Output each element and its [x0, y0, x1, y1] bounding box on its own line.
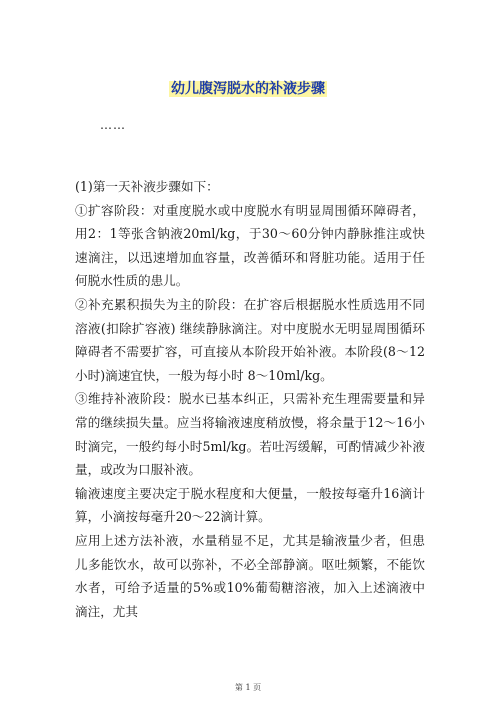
document-title [0, 78, 496, 98]
ellipsis-text: …… [100, 118, 126, 132]
document-title-text: 幼儿腹泻脱水的补液步骤 [171, 81, 325, 97]
paragraph-application-notes: 应用上述方法补液，水量稍显不足，尤其是输液量少者，但患儿多能饮水，故可以弥补，不必全部静滴。呕吐频繁，不能饮水者，可给予适量的5%或10%葡萄糖溶液，加入上述滴液中滴注，尤其 [75, 532, 425, 619]
document-body [75, 175, 425, 623]
paragraph-expansion-stage: ①扩容阶段：对重度脱水或中度脱水有明显周围循环障碍者，用2：1等张含钠液20ml/kg，于30～60分钟内静脉推注或快速滴注，以迅速增加血容量，改善循环和肾脏功能。适用于任何脱水性质的患儿。 [75, 202, 425, 289]
page-number-footer: 第 1 页 [234, 683, 262, 692]
paragraph-intro: (1)第一天补液步骤如下： [75, 179, 219, 194]
paragraph-cumulative-loss-stage: ②补充累积损失为主的阶段：在扩容后根据脱水性质选用不同溶液(扣除扩容液) 继续静脉滴注。对中度脱水无明显周围循环障碍者不需要扩容，可直接从本阶段开始补液。本阶段(8～12小时)滴速宜快，一般为每小时 8～10ml/kg。 [75, 296, 425, 383]
paragraph-infusion-rate: 输液速度主要决定于脱水程度和大便量，一般按每毫升16滴计算，小滴按每毫升20～22滴计算。 [75, 485, 425, 525]
paragraph-maintenance-stage: ③维持补液阶段：脱水已基本纠正，只需补充生理需要量和异常的继续损失量。应当将输液速度稍放慢，将余量于12～16小时滴完，一般约每小时5ml/kg。若吐泻缓解，可酌情减少补液量，或改为口服补液。 [75, 391, 425, 478]
